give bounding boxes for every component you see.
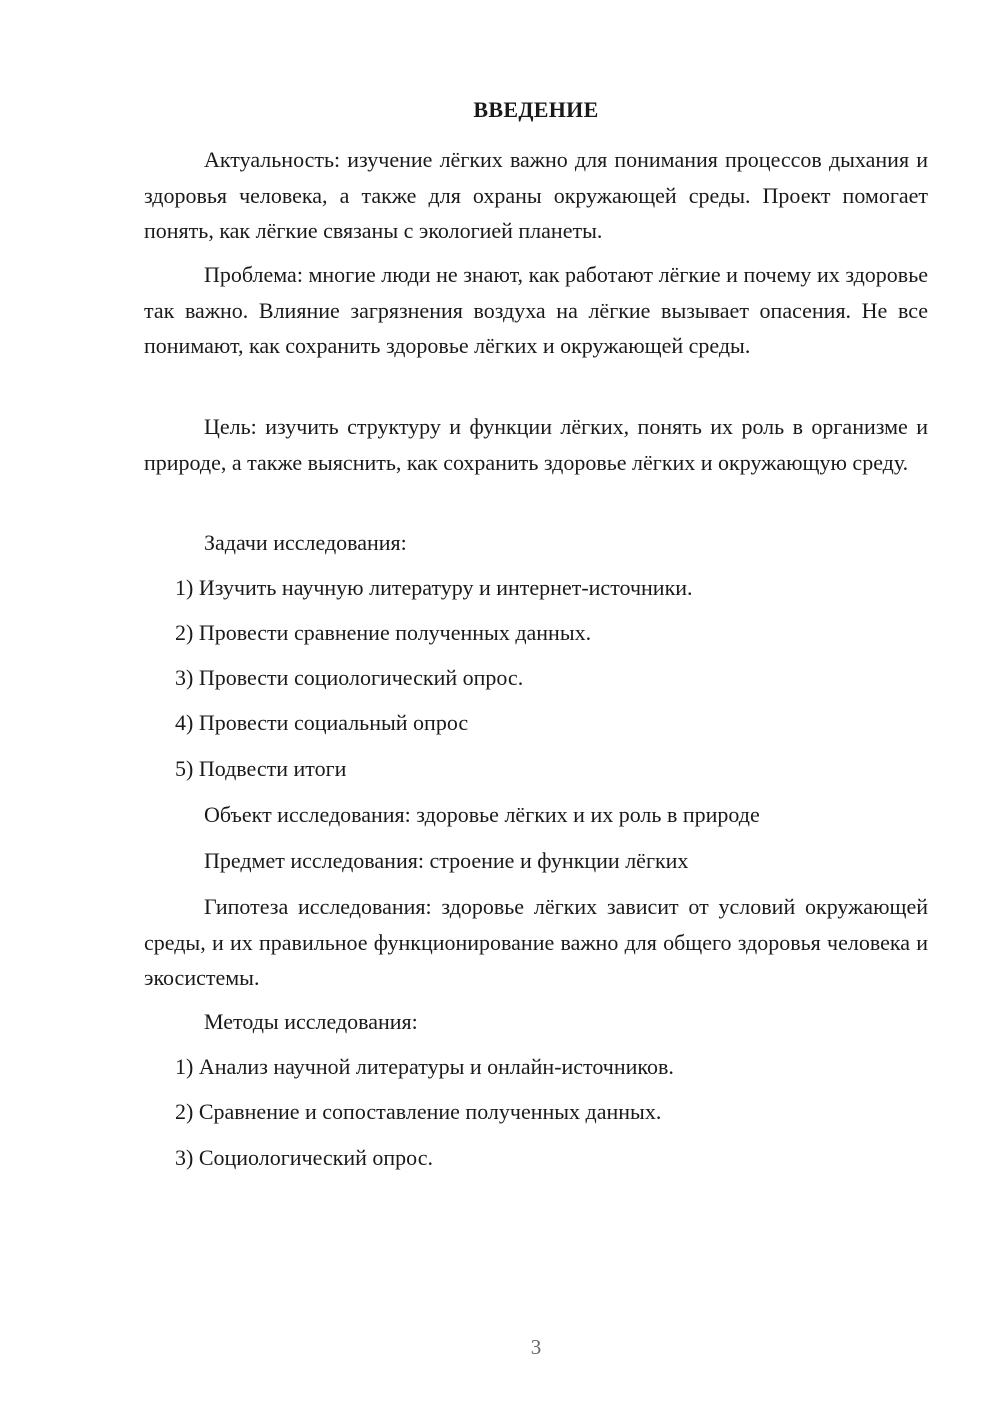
goal-text: Цель: изучить структуру и функции лёгких, понять их роль в организме и природе, а также выяснить, как сохранить здоровье лёгких и окружающую среду. bbox=[144, 414, 928, 475]
list-item: 2) Сравнение и сопоставление полученных данных. bbox=[175, 1099, 662, 1124]
problem-paragraph bbox=[144, 257, 928, 364]
hypothesis-paragraph bbox=[144, 889, 928, 996]
list-item: 2) Провести сравнение полученных данных. bbox=[175, 620, 592, 645]
method-item-1 bbox=[144, 1053, 928, 1081]
method-item-3 bbox=[144, 1144, 928, 1172]
tasks-heading: Задачи исследования: bbox=[204, 530, 407, 555]
problem-text: Проблема: многие люди не знают, как работают лёгкие и почему их здоровье так важно. Влияние загрязнения воздуха на лёгкие вызывает опасения. Не все понимают, как сохранить здоровье лёгких и окружающей среды. bbox=[144, 262, 928, 358]
subject-text: Предмет исследования: строение и функции лёгких bbox=[204, 848, 689, 873]
list-item: 3) Социологический опрос. bbox=[175, 1145, 433, 1170]
subject-line bbox=[144, 847, 928, 875]
list-item: 1) Анализ научной литературы и онлайн-источников. bbox=[175, 1054, 674, 1079]
page-number: 3 bbox=[530, 1335, 542, 1359]
task-item-1 bbox=[144, 574, 928, 602]
list-item: 4) Провести социальный опрос bbox=[175, 710, 469, 735]
list-item: 5) Подвести итоги bbox=[175, 756, 347, 781]
page-title: ВВЕДЕНИЕ bbox=[473, 97, 599, 122]
task-item-3 bbox=[144, 664, 928, 692]
object-line bbox=[144, 801, 928, 829]
relevance-text: Актуальность: изучение лёгких важно для понимания процессов дыхания и здоровья человека, а также для охраны окружающей среды. Проект помогает понять, как лёгкие связаны с экологией планеты. bbox=[144, 147, 928, 243]
tasks-heading-block bbox=[144, 529, 928, 557]
methods-heading: Методы исследования: bbox=[204, 1009, 418, 1034]
task-item-5 bbox=[144, 755, 928, 783]
task-item-4 bbox=[144, 709, 928, 737]
hypothesis-text: Гипотеза исследования: здоровье лёгких зависит от условий окружающей среды, и их правильное функционирование важно для общего здоровья человека и экосистемы. bbox=[144, 894, 928, 990]
list-item: 1) Изучить научную литературу и интернет-источники. bbox=[175, 575, 693, 600]
relevance-paragraph bbox=[144, 142, 928, 249]
method-item-2 bbox=[144, 1098, 928, 1126]
methods-heading-block bbox=[144, 1008, 928, 1036]
goal-paragraph bbox=[144, 409, 928, 480]
list-item: 3) Провести социологический опрос. bbox=[175, 665, 524, 690]
task-item-2 bbox=[144, 619, 928, 647]
object-text: Объект исследования: здоровье лёгких и их роль в природе bbox=[204, 802, 760, 827]
